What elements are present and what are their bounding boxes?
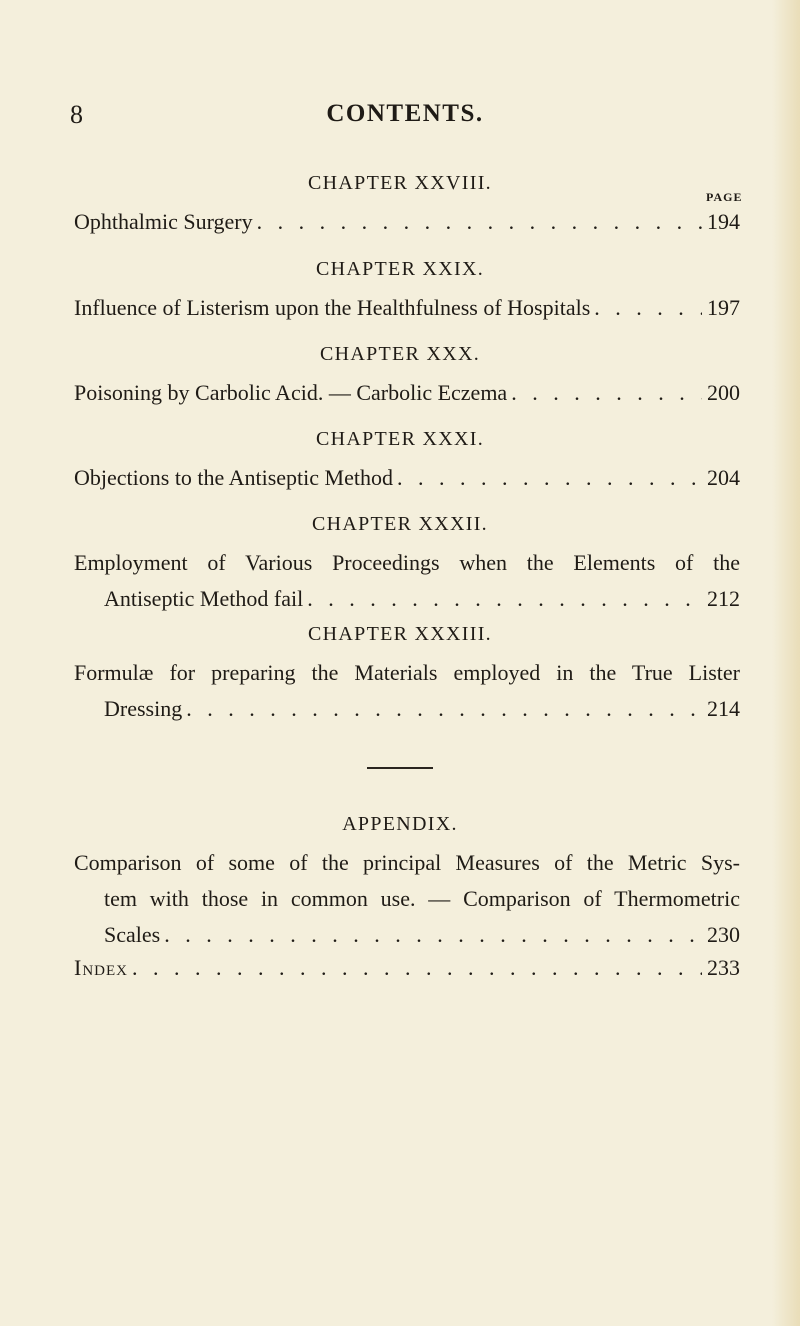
entry-page: 194 [707, 209, 740, 234]
entry-title-continued: Scales [104, 922, 161, 947]
entry-title-continued: Dressing [104, 696, 183, 721]
chapter-heading: CHAPTER XXXI. [315, 428, 484, 450]
chapter-heading: CHAPTER XXXII. [312, 513, 488, 535]
entry-title: Formulæ for preparing the Materials employed in the True Lister [74, 660, 740, 685]
page-number: 8 [70, 100, 83, 129]
dot-leader [257, 204, 702, 240]
dot-leader [186, 691, 702, 727]
dot-leader [594, 290, 702, 326]
running-header [70, 100, 740, 140]
toc-entry [74, 845, 740, 953]
dot-leader [511, 375, 702, 411]
dot-leader [132, 950, 702, 986]
toc-entry [74, 290, 740, 326]
section-divider [367, 767, 433, 769]
entry-page: 200 [707, 380, 740, 405]
toc-entry [74, 204, 740, 240]
entry-page: 212 [707, 586, 740, 611]
entry-page: 230 [707, 922, 740, 947]
page-edge-shading [772, 0, 800, 1326]
dot-leader [397, 460, 702, 496]
appendix-heading: APPENDIX. [342, 813, 458, 835]
entry-title-continued: Antiseptic Method fail [104, 586, 304, 611]
entry-title: Ophthalmic Surgery [74, 209, 253, 234]
entry-title: Objections to the Antiseptic Method [74, 465, 393, 490]
chapter-heading: CHAPTER XXVIII. [308, 172, 492, 194]
page-column-label: PAGE [706, 190, 743, 204]
chapter-heading: CHAPTER XXIX. [315, 258, 484, 280]
index-label: Index [74, 955, 128, 980]
chapter-heading: CHAPTER XXX. [319, 343, 481, 365]
entry-title: Influence of Listerism upon the Healthfulness of Hospitals [74, 295, 591, 320]
entry-page: 214 [707, 696, 740, 721]
page-title: CONTENTS. [326, 100, 484, 127]
chapter-heading: CHAPTER XXXIII. [308, 623, 492, 645]
toc-entry [74, 655, 740, 727]
entry-page: 197 [707, 295, 740, 320]
entry-title: Employment of Various Proceedings when the Elements of the [74, 550, 740, 575]
dot-leader [307, 581, 702, 617]
toc-entry [74, 950, 740, 986]
entry-page: 233 [707, 955, 740, 980]
toc-entry [74, 460, 740, 496]
toc-entry [74, 375, 740, 411]
entry-title: Comparison of some of the principal Measures of the Metric Sys- [74, 850, 740, 875]
toc-entry [74, 545, 740, 617]
entry-title-continued: tem with those in common use. — Comparison of Thermometric [104, 886, 740, 911]
entry-page: 204 [707, 465, 740, 490]
entry-title: Poisoning by Carbolic Acid. — Carbolic Eczema [74, 380, 508, 405]
dot-leader [164, 917, 702, 953]
